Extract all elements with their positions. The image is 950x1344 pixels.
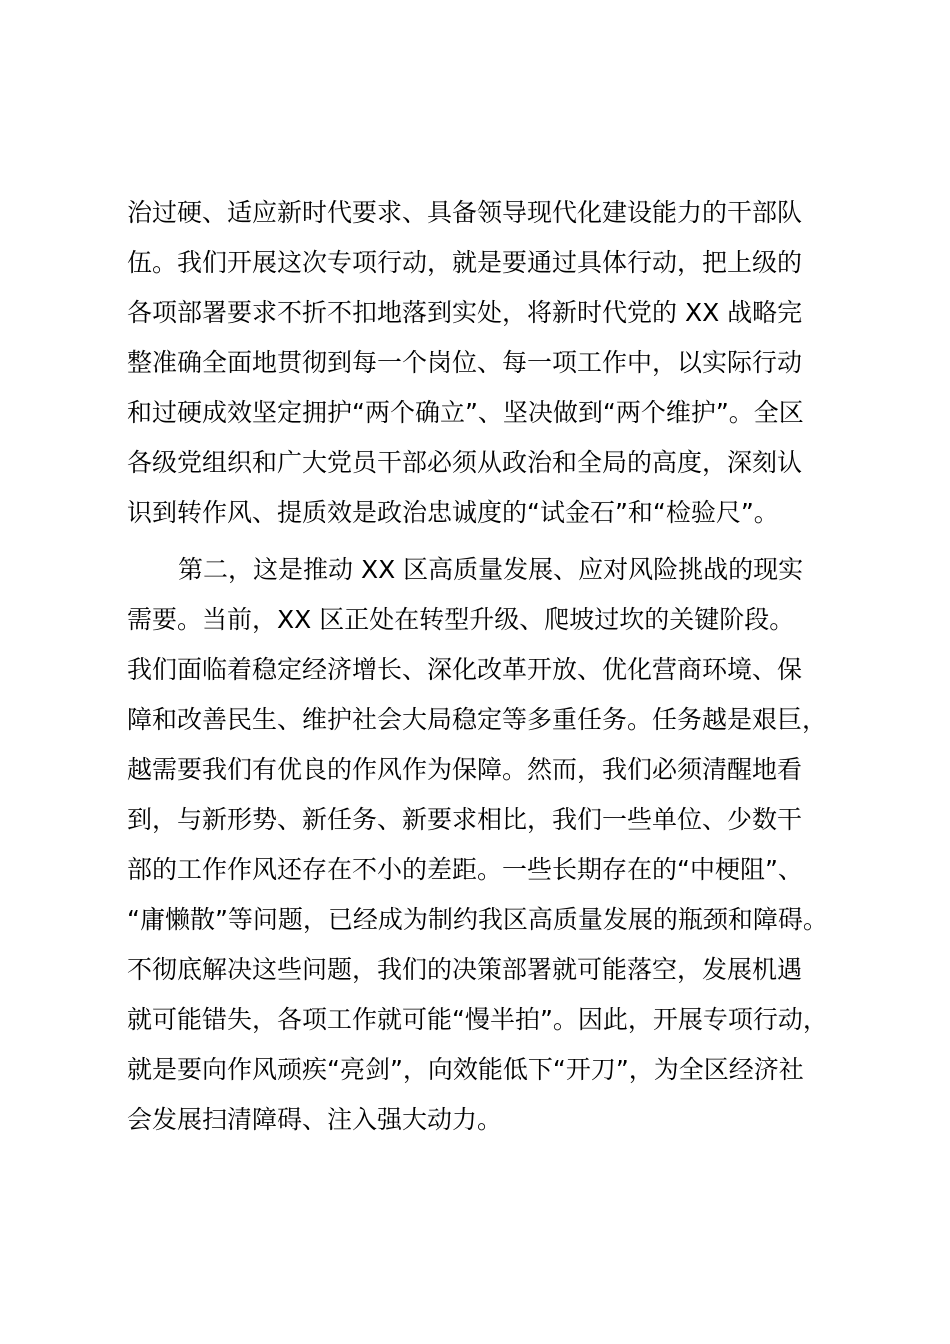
text-line: 伍。我们开展这次专项行动，就是要通过具体行动，把上级的: [127, 248, 803, 277]
text-line: 和过硬成效坚定拥护“两个确立”、坚决做到“两个维护”。全区: [127, 398, 804, 427]
text-line: 各级党组织和广大党员干部必须从政治和全局的高度，深刻认: [127, 448, 803, 477]
text-line: 部的工作作风还存在不小的差距。一些长期存在的“中梗阻”、: [127, 855, 803, 884]
text-line: 治过硬、适应新时代要求、具备领导现代化建设能力的干部队: [127, 198, 803, 227]
text-line: 整准确全面地贯彻到每一个岗位、每一项工作中，以实际行动: [127, 348, 803, 377]
text-line: 就可能错失，各项工作就可能“慢半拍”。因此，开展专项行动，: [127, 1005, 828, 1034]
text-line: 我们面临着稳定经济增长、深化改革开放、优化营商环境、保: [127, 655, 803, 684]
text-line: 会发展扫清障碍、注入强大动力。: [127, 1105, 503, 1134]
text-line: 障和改善民生、维护社会大局稳定等多重任务。任务越是艰巨，: [127, 705, 828, 734]
text-line: 识到转作风、提质效是政治忠诚度的“试金石”和“检验尺”。: [127, 498, 779, 527]
text-line: 越需要我们有优良的作风作为保障。然而，我们必须清醒地看: [127, 755, 803, 784]
text-line: 需要。当前，XX 区正处在转型升级、爬坡过坎的关键阶段。: [127, 605, 795, 634]
text-line: 到，与新形势、新任务、新要求相比，我们一些单位、少数干: [127, 805, 803, 834]
text-line: 就是要向作风顽疾“亮剑”，向效能低下“开刀”，为全区经济社: [127, 1055, 804, 1084]
text-line: 各项部署要求不折不扣地落到实处，将新时代党的 XX 战略完: [127, 298, 803, 327]
text-line: “庸懒散”等问题，已经成为制约我区高质量发展的瓶颈和障碍。: [127, 905, 828, 934]
text-line: 不彻底解决这些问题，我们的决策部署就可能落空，发展机遇: [127, 955, 803, 984]
text-line: 第二，这是推动 XX 区高质量发展、应对风险挑战的现实: [178, 555, 804, 584]
